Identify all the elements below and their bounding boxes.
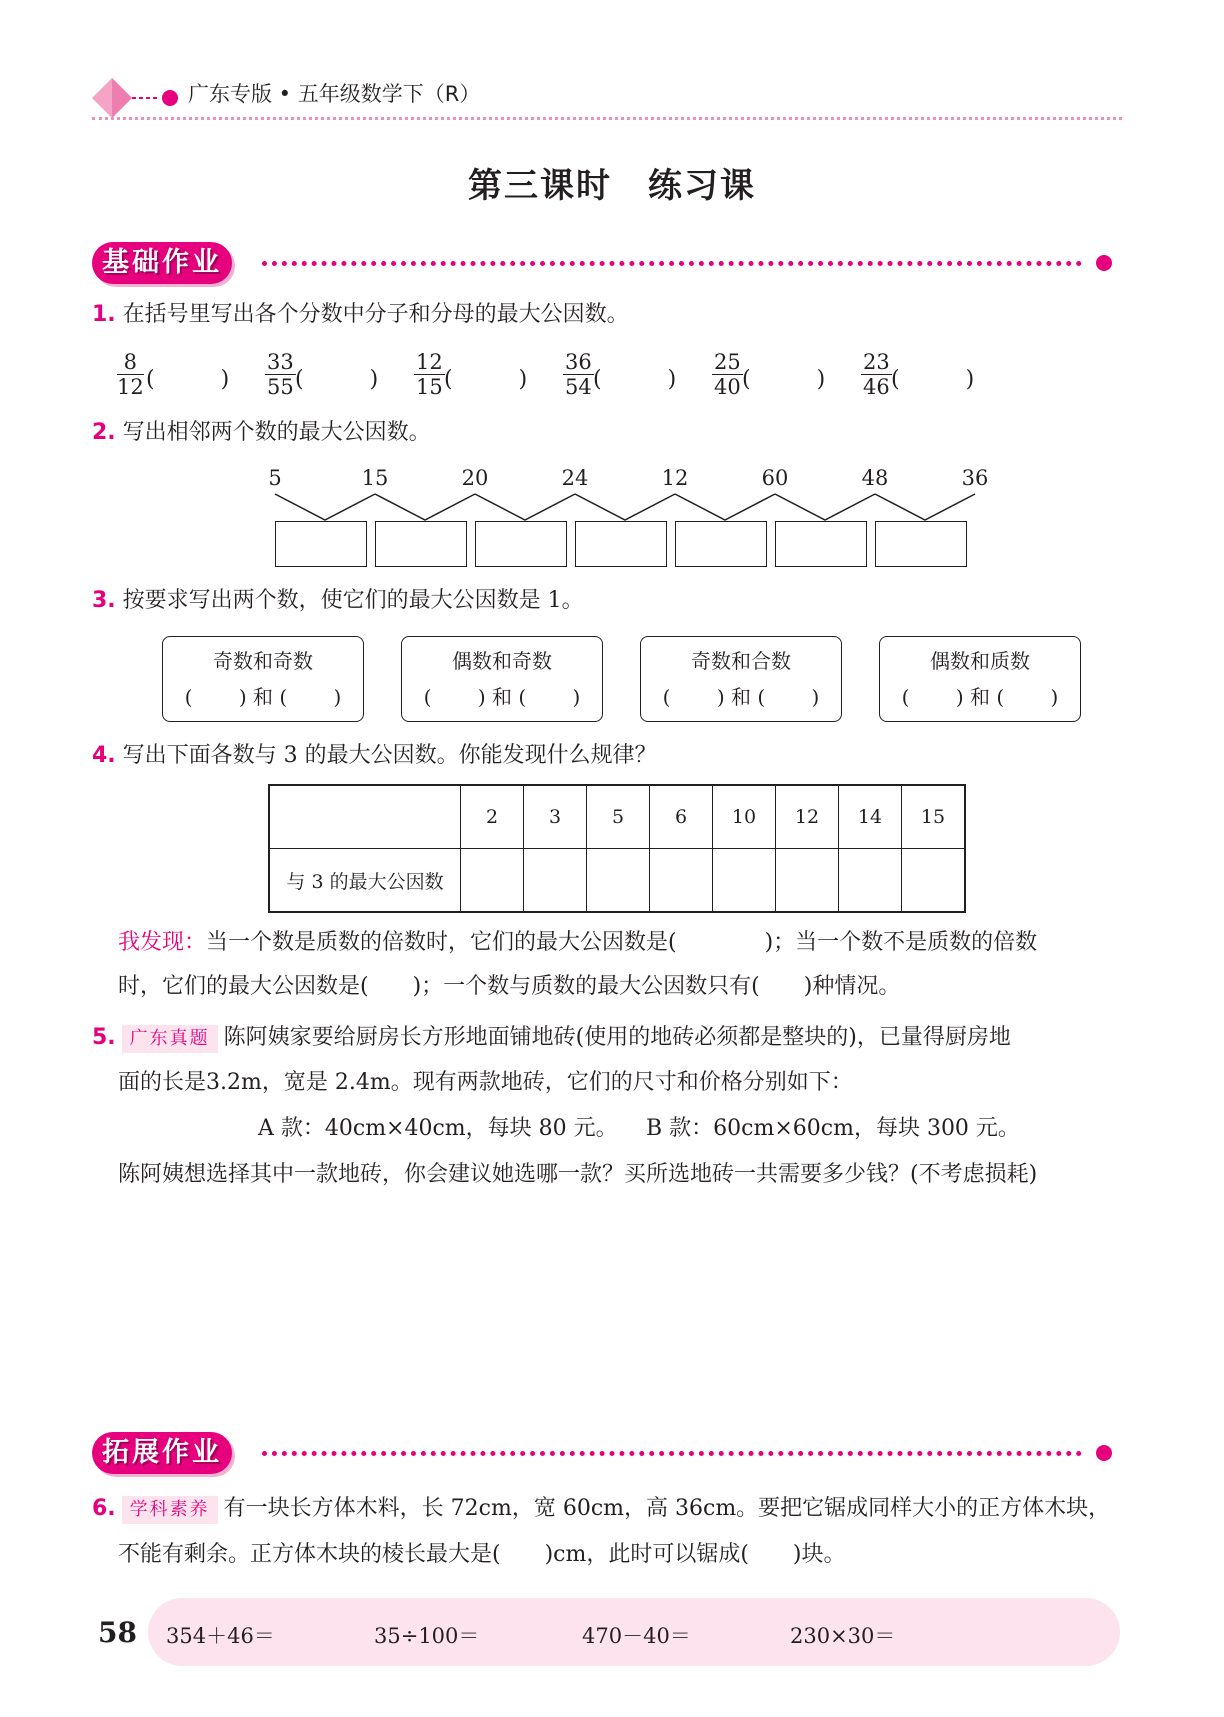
gcf-table — [268, 784, 966, 913]
question-text: 按要求写出两个数，使它们的最大公因数是 1。 — [122, 588, 584, 613]
question-text: 在括号里写出各个分数中分子和分母的最大公因数。 — [122, 302, 629, 327]
question-text: 写出相邻两个数的最大公因数。 — [122, 420, 431, 445]
banner-dotted-line — [262, 261, 1082, 266]
answer-cell[interactable] — [461, 849, 524, 913]
question-1 — [92, 300, 629, 330]
discovery-text: 当一个数是质数的倍数时，它们的最大公因数是( )；当一个数不是质数的倍数 — [206, 930, 1038, 955]
table-header-cell: 15 — [902, 785, 966, 849]
answer-blank[interactable]: ( ) — [891, 367, 975, 392]
section-banner-basic — [92, 242, 1122, 288]
table-corner-cell — [269, 785, 461, 849]
answer-box[interactable] — [475, 521, 567, 567]
fraction: $\frac{23}{46}$ — [863, 350, 890, 399]
question-number: 5. — [92, 1025, 116, 1050]
section-banner-extend — [92, 1432, 1122, 1478]
answer-cell[interactable] — [650, 849, 713, 913]
question-number: 6. — [92, 1496, 116, 1521]
number-label: 12 — [661, 466, 689, 490]
pair-box-title: 奇数和合数 — [691, 649, 791, 673]
pair-box-blanks[interactable]: ( ) 和 ( ) — [423, 685, 581, 709]
section-label-basic: 基础作业 — [92, 242, 232, 284]
pair-box-title: 偶数和奇数 — [452, 649, 552, 673]
answer-box[interactable] — [575, 521, 667, 567]
answer-cell[interactable] — [587, 849, 650, 913]
calc-item[interactable]: 354＋46＝ — [166, 1624, 275, 1648]
question-number: 4. — [92, 743, 116, 768]
table-header-cell: 5 — [587, 785, 650, 849]
question-4 — [92, 741, 657, 771]
number-label: 48 — [861, 466, 889, 490]
number-label: 20 — [461, 466, 489, 490]
pair-box-blanks[interactable]: ( ) 和 ( ) — [901, 685, 1059, 709]
question-number: 3. — [92, 588, 116, 613]
banner-dot-icon — [1096, 255, 1112, 271]
question-text: 陈阿姨家要给厨房长方形地面铺地砖(使用的地砖必须都是整块的)，已量得厨房地 — [223, 1025, 1011, 1050]
pair-box — [640, 636, 842, 722]
table-header-row — [269, 785, 965, 849]
answer-box[interactable] — [775, 521, 867, 567]
pair-box — [879, 636, 1081, 722]
pair-box-blanks[interactable]: ( ) 和 ( ) — [184, 685, 342, 709]
fraction: $\frac{8}{12}$ — [117, 350, 144, 399]
number-label: 36 — [961, 466, 989, 490]
table-row-label: 与 3 的最大公因数 — [269, 849, 461, 913]
question-text: 不能有剩余。正方体木块的棱长最大是( )cm，此时可以锯成( )块。 — [118, 1542, 846, 1567]
pair-box — [162, 636, 364, 722]
answer-cell[interactable] — [524, 849, 587, 913]
banner-dotted-line — [262, 1451, 1082, 1456]
table-header-cell: 10 — [713, 785, 776, 849]
answer-box[interactable] — [375, 521, 467, 567]
calc-item[interactable]: 230×30＝ — [790, 1624, 896, 1648]
header-series: 广东专版 • 五年级数学下（R） — [188, 82, 481, 106]
answer-area[interactable] — [118, 1200, 1118, 1410]
number-label: 5 — [268, 466, 282, 490]
q4-discovery — [118, 928, 1128, 958]
number-label: 60 — [761, 466, 789, 490]
question-tag: 学科素养 — [122, 1496, 218, 1524]
question-number: 2. — [92, 420, 116, 445]
answer-cell[interactable] — [713, 849, 776, 913]
discovery-label: 我发现： — [118, 930, 207, 955]
question-3 — [92, 586, 584, 616]
page-number: 58 — [98, 1616, 137, 1649]
table-header-cell: 14 — [839, 785, 902, 849]
answer-box[interactable] — [675, 521, 767, 567]
fraction: $\frac{36}{54}$ — [565, 350, 592, 399]
table-header-cell: 6 — [650, 785, 713, 849]
table-header-cell: 3 — [524, 785, 587, 849]
fraction: $\frac{25}{40}$ — [714, 350, 741, 399]
question-text: 陈阿姨想选择其中一款地砖，你会建议她选哪一款？买所选地砖一共需要多少钱？(不考虑损耗) — [118, 1162, 1038, 1187]
fraction: $\frac{33}{55}$ — [267, 350, 294, 399]
tile-option-a: A 款：40cm×40cm，每块 80 元。 — [258, 1116, 618, 1141]
header-divider — [92, 117, 1122, 120]
pair-box-title: 奇数和奇数 — [213, 649, 313, 673]
answer-cell[interactable] — [902, 849, 966, 913]
question-text: 写出下面各数与 3 的最大公因数。你能发现什么规律？ — [122, 743, 657, 768]
answer-blank[interactable]: ( ) — [146, 367, 230, 392]
question-text: 面的长是3.2m，宽是 2.4m。现有两款地砖，它们的尺寸和价格分别如下： — [118, 1070, 853, 1095]
answer-cell[interactable] — [776, 849, 839, 913]
question-2 — [92, 418, 431, 448]
page-title: 第三课时 练习课 — [468, 166, 756, 206]
table-header-cell: 12 — [776, 785, 839, 849]
answer-blank[interactable]: ( ) — [444, 367, 528, 392]
header-diamond-icon — [90, 76, 182, 120]
table-header-cell: 2 — [461, 785, 524, 849]
answer-cell[interactable] — [839, 849, 902, 913]
tile-option-b: B 款：60cm×60cm，每块 300 元。 — [646, 1116, 1020, 1141]
pair-box-title: 偶数和质数 — [930, 649, 1030, 673]
calc-item[interactable]: 470－40＝ — [582, 1624, 691, 1648]
answer-box[interactable] — [875, 521, 967, 567]
question-tag: 广东真题 — [122, 1025, 218, 1053]
answer-box[interactable] — [275, 521, 367, 567]
number-label: 15 — [361, 466, 389, 490]
question-5 — [92, 1023, 1132, 1053]
banner-dot-icon — [1096, 1445, 1112, 1461]
table-row — [269, 849, 965, 913]
pair-box — [401, 636, 603, 722]
q4-discovery-cont: 时，它们的最大公因数是( )；一个数与质数的最大公因数只有( )种情况。 — [118, 974, 901, 999]
answer-blank[interactable]: ( ) — [593, 367, 677, 392]
fraction: $\frac{12}{15}$ — [416, 350, 443, 399]
pair-box-blanks[interactable]: ( ) 和 ( ) — [662, 685, 820, 709]
section-label-extend: 拓展作业 — [92, 1432, 232, 1474]
calc-item[interactable]: 35÷100＝ — [374, 1624, 480, 1648]
number-label: 24 — [561, 466, 589, 490]
answer-blank[interactable]: ( ) — [742, 367, 826, 392]
question-6 — [92, 1494, 1132, 1524]
question-number: 1. — [92, 302, 116, 327]
answer-blank[interactable]: ( ) — [295, 367, 379, 392]
question-text: 有一块长方体木料，长 72cm，宽 60cm，高 36cm。要把它锯成同样大小的正方体木块， — [223, 1496, 1111, 1521]
